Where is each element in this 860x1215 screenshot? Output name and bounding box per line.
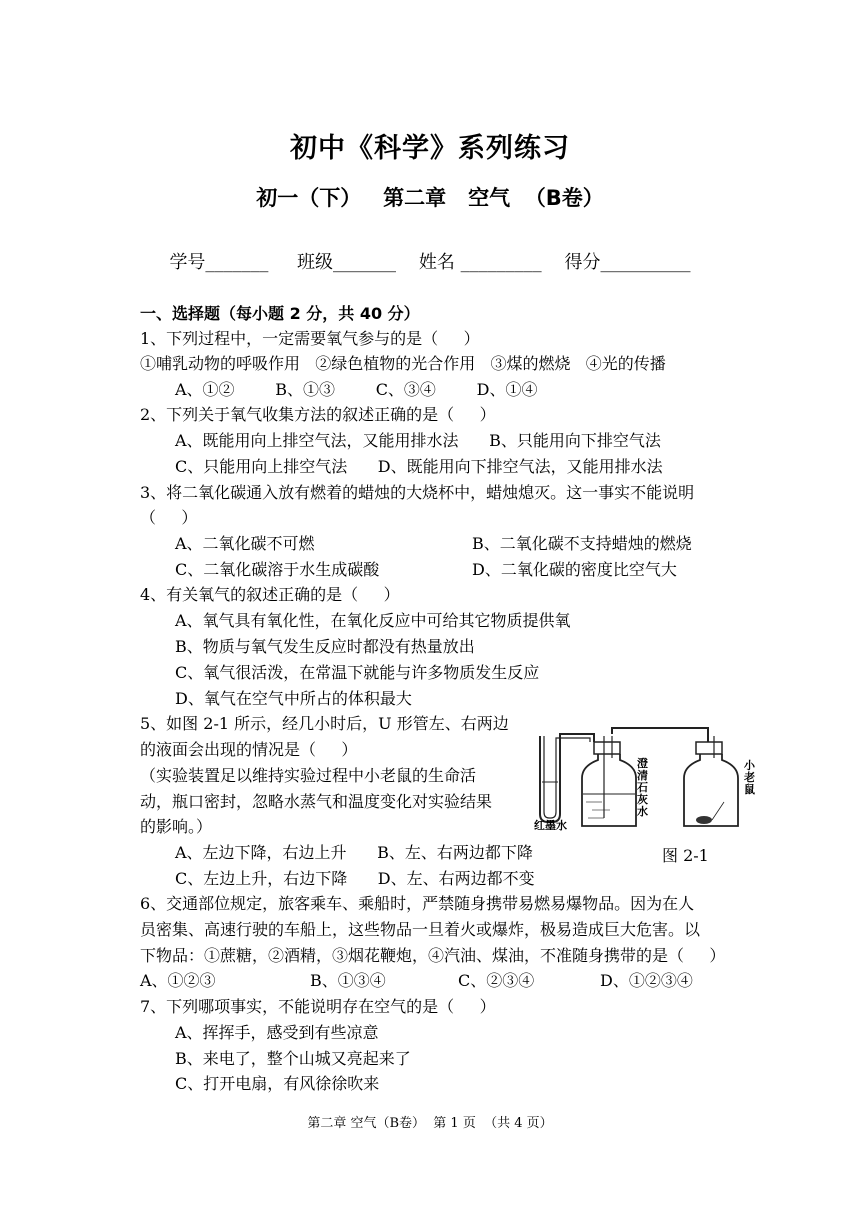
question-line: A、左边下降，右边上升 B、左、右两边都下降 — [175, 843, 533, 862]
question-line: C、打开电扇，有风徐徐吹来 — [175, 1074, 380, 1093]
question-line: C、氧气很活泼，在常温下就能与许多物质发生反应 — [175, 663, 540, 682]
question-line: D、二氧化碳的密度比空气大 — [472, 560, 677, 579]
question-line: （实验装置足以维持实验过程中小老鼠的生命活 — [140, 766, 477, 785]
question-line: 的液面会出现的情况是（ ） — [140, 740, 358, 759]
figure-label-right: 小老鼠 — [744, 759, 755, 796]
question-line: 下物品：①蔗糖，②酒精，③烟花鞭炮，④汽油、煤油，不准随身携带的是（ ） — [140, 946, 726, 965]
page-subtitle: 初一（下） 第二章 空气 （B卷） — [256, 186, 604, 210]
figure-caption: 图 2-1 — [662, 846, 709, 865]
question-line: C、只能用向上排空气法 D、既能用向下排空气法，又能用排水法 — [175, 457, 663, 476]
question-line: D、氧气在空气中所占的体积最大 — [175, 689, 412, 708]
question-line: ①哺乳动物的呼吸作用 ②绿色植物的光合作用 ③煤的燃烧 ④光的传播 — [140, 354, 666, 373]
question-line: A、既能用向上排空气法，又能用排水法 B、只能用向下排空气法 — [175, 431, 661, 450]
page-footer: 第二章 空气（B卷） 第 1 页 （共 4 页） — [307, 1116, 553, 1131]
question-line: B、来电了，整个山城又亮起来了 — [175, 1049, 411, 1068]
question-line: A、①② B、①③ C、③④ D、①④ — [175, 380, 538, 399]
figure-2-1-apparatus — [532, 722, 772, 834]
question-line: A、①②③ — [140, 971, 216, 990]
question-line: 6、交通部位规定，旅客乘车、乘船时，严禁随身携带易燃易爆物品。因为在人 — [140, 894, 695, 913]
question-line: 2、下列关于氧气收集方法的叙述正确的是（ ） — [140, 405, 496, 424]
question-line: C、左边上升，右边下降 D、左、右两边都不变 — [175, 869, 535, 888]
question-line: 1、下列过程中，一定需要氧气参与的是（ ） — [140, 329, 480, 348]
question-line: 7、下列哪项事实，不能说明存在空气的是（ ） — [140, 997, 496, 1016]
question-line: 5、如图 2-1 所示，经几小时后，U 形管左、右两边 — [140, 714, 509, 733]
question-line: C、②③④ — [458, 971, 535, 990]
figure-label-left: 红墨水 — [534, 819, 567, 832]
question-line: A、挥挥手，感受到有些凉意 — [175, 1023, 379, 1042]
question-line: 的影响。） — [140, 817, 213, 836]
page-title: 初中《科学》系列练习 — [290, 133, 570, 164]
question-line: B、二氧化碳不支持蜡烛的燃烧 — [472, 534, 692, 553]
question-line: B、①③④ — [310, 971, 386, 990]
question-line: 动，瓶口密封，忽略水蒸气和温度变化对实验结果 — [140, 792, 493, 811]
figure-label-middle: 澄清石灰水 — [637, 757, 648, 818]
question-line: 员密集、高速行驶的车船上，这些物品一旦着火或爆炸，极易造成巨大危害。以 — [140, 920, 701, 939]
question-line: 4、有关氧气的叙述正确的是（ ） — [140, 585, 400, 604]
question-line: D、①②③④ — [600, 971, 693, 990]
student-info-line: 学号_______ 班级_______ 姓名 _________ 得分__________ — [169, 252, 691, 273]
question-line: （ ） — [140, 508, 198, 527]
question-line: C、二氧化碳溶于水生成碳酸 — [175, 560, 380, 579]
question-line: A、二氧化碳不可燃 — [175, 534, 315, 553]
question-line: 3、将二氧化碳通入放有燃着的蜡烛的大烧杯中，蜡烛熄灭。这一事实不能说明 — [140, 483, 695, 502]
question-line: B、物质与氧气发生反应时都没有热量放出 — [175, 637, 475, 656]
section-heading: 一、选择题（每小题 2 分，共 40 分） — [140, 304, 420, 323]
question-line: A、氧气具有氧化性，在氧化反应中可给其它物质提供氧 — [175, 611, 571, 630]
